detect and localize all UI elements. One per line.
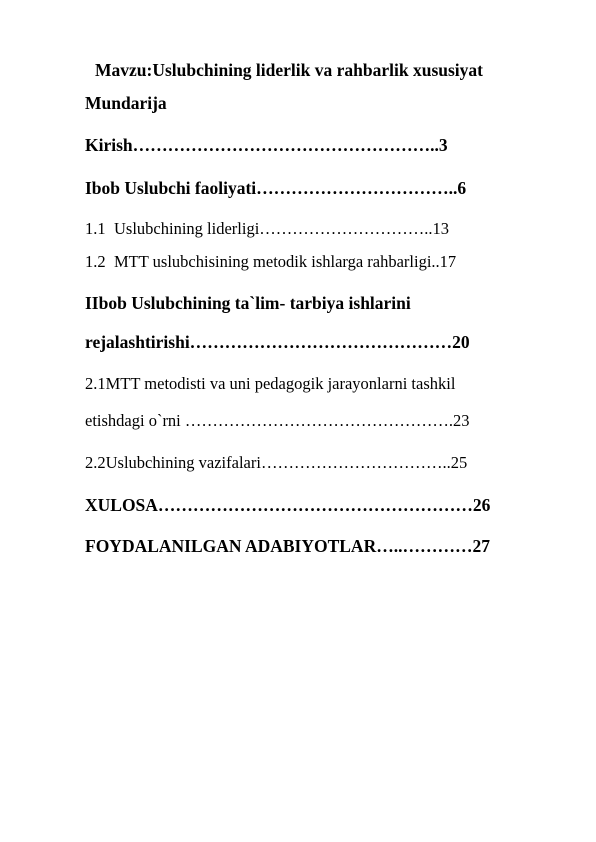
toc-entry-1-1 — [85, 221, 449, 238]
toc-entry-2-1-line-2: etishdagi o`rni ………………………………………….23 — [85, 411, 470, 430]
toc-entry-1-2 — [85, 254, 456, 271]
toc-entry-chapter-1: Ibob Uslubchi faoliyati……………………………..6 — [85, 178, 467, 198]
toc-entry-2-1-line-1: 2.1MTT metodisti va uni pedagogik jarayonlarni tashkil — [85, 374, 456, 393]
toc-entry-number: 1.1 — [85, 219, 106, 238]
toc-entry-kirish: Kirish……………………………………………..3 — [85, 135, 448, 155]
toc-entry-adabiyotlar: FOYDALANILGAN ADABIYOTLAR…..…………27 — [85, 536, 490, 556]
toc-entry-xulosa: XULOSA………………………………………………26 — [85, 495, 491, 515]
toc-heading: Mundarija — [85, 93, 167, 113]
document-title: Mavzu:Uslubchining liderlik va rahbarlik xususiyat — [95, 60, 483, 80]
toc-entry-text: Uslubchining liderligi…………………………..13 — [114, 219, 450, 238]
toc-entry-chapter-2-line-1: IIbob Uslubchining ta`lim- tarbiya ishlarini — [85, 293, 411, 313]
toc-entry-2-2: 2.2Uslubchining vazifalari……………………………..25 — [85, 453, 468, 472]
toc-entry-text: MTT uslubchisining metodik ishlarga rahbarligi..17 — [114, 252, 457, 271]
toc-entry-number: 1.2 — [85, 252, 106, 271]
toc-entry-chapter-2-line-2: rejalashtirishi………………………………………20 — [85, 332, 470, 352]
